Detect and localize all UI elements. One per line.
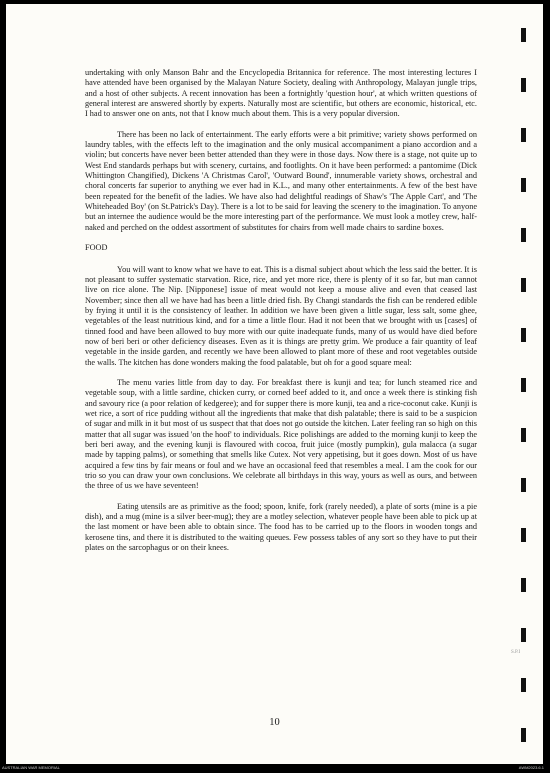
binding-hole-mark (521, 78, 526, 92)
binding-hole-mark (521, 278, 526, 292)
section-heading-food: FOOD (85, 243, 108, 253)
binding-hole-mark (521, 178, 526, 192)
binding-hole-mark (521, 528, 526, 542)
paragraph-entertainment: There has been no lack of entertainment. The early efforts were a bit primitive; variety shows performed on laundry tables, with the effects left to the imagination and the only musical accompaniment a piano accordion and a violin; but concerts have never been better attended than they were in those days. Now there is a stage, not quite up to West End standards perhaps but with scenery, curtains, and footlights. On it have been performed: a pantomime (Dick Whittington Changified), Dickens 'A Christmas Carol', 'Outward Bound', innumerable variety shows, orchestral and choral concerts far superior to anything we ever had in K.L., and many other entertainments. A few of the best have been repeated for the benefit of the ladies. We have also had delightful readings of Shaw's 'The Apple Cart', and 'The Whiteheaded Boy' (on St.Patrick's Day). There is a lot to be said for leaving the scenery to the imagination. To anyone but an internee the audience would be the more interesting part of the performance. We must look a motley crew, half-naked and perched on the oddest assortment of substitutes for chairs from well made chairs to sardine boxes. (85, 129, 477, 232)
document-page (6, 4, 543, 764)
paragraph-utensils: Eating utensils are as primitive as the food; spoon, knife, fork (rarely needed), a plate of sorts (mine is a pie dish), and a mug (mine is a silver beer-mug); they are a motley selection, whatever people have been able to pick up at the last moment or have been able to obtain since. The food has to be carried up to the floors in wooden tongs and kerosene tins, and there it is distributed to the waiting queues. Few possess tables of any sort so they have to put their plates on the sarcophagus or on their knees. (85, 501, 477, 553)
binding-hole-mark (521, 578, 526, 592)
page-number: 10 (269, 717, 280, 728)
binding-hole-mark (521, 328, 526, 342)
archive-footer-right: AWM2023.6.1 (518, 765, 544, 770)
binding-hole-mark (521, 378, 526, 392)
binding-hole-mark (521, 428, 526, 442)
binding-hole-mark (521, 228, 526, 242)
binding-hole-mark (521, 678, 526, 692)
binding-hole-mark (521, 128, 526, 142)
margin-pencil-note: S.P.I (511, 650, 521, 655)
body-text (85, 68, 477, 563)
binding-hole-mark (521, 628, 526, 642)
paragraph-lectures: undertaking with only Manson Bahr and the Encyclopedia Britannica for reference. The most interesting lectures I have attended have been organised by the Malayan Nature Society, dealing with Anthropology, Malayan jungle trips, and a host of other subjects. A recent innovation has been a fortnightly 'question hour', at which written questions of general interest are answered shortly by experts. Naturally most are scientific, but others are economic, historical, etc. I had to answer one on ants, not that I know much about them. This is a very popular diversion. (85, 68, 477, 119)
paragraph-menu: The menu varies little from day to day. For breakfast there is kunji and tea; for lunch steamed rice and vegetable soup, with a little sardine, chicken curry, or corned beef added to it, and once a week there is stinking fish and savoury rice (a poor relation of kedgeree); and for supper there is more kunji, tea and a rice-coconut cake. Kunji is wet rice, a sort of rice pudding without all the ingredients that make that dish palatable; there is said to be a suspicion of sugar and milk in it but most of us suspect that that does not go outside the kitchen. Later feeling ran so high on this matter that all sugar was issued 'on the hoof' to individuals. Rice polishings are added to the morning kunji to keep the beri beri away, and the evening kunji is flavoured with cocoa, fruit juice (mostly pumpkin), gula malacca (a sugar made by tapping palms), or something that smells like Cutex. Not very appetising, but it goes down. Most of us have acquired a few tins by fair means or foul and we have an occasional feed that resembles a meal. I am the cook for our trio so you can draw your own conclusions. We celebrate all birthdays in this way, yours as well as ours, and between the three of us we have seventeen! (85, 377, 477, 491)
paragraph-food: You will want to know what we have to eat. This is a dismal subject about which the less said the better. It is not pleasant to suffer systematic starvation. Rice, rice, and yet more rice, there is plenty of it so far, but man cannot live on rice alone. The Nip. [Nipponese] issue of meat would not keep a mouse alive and even that ceased last November; since then all we have had has been a little dried fish. By Changi standards the fish can be rendered edible by frying it until it is the consistency of leather. In addition we have been given a little sugar, less salt, some ghee, vegetables of the least nutritious kind, and for a time a little flour. Had it not been that we brought with us [cases] of tinned food and have been allowed to buy more with our quite inadequate funds, many of us would have died before now of beri beri or other deficiency diseases. Even as it is things are pretty grim. We produce a fair quantity of leaf vegetable in the inside garden, and recently we have been allowed to plant more of these and root vegetables outside the walls. The kitchen has done wonders making the food palatable, but oh for a good square meal: (85, 264, 477, 367)
binding-hole-mark (521, 728, 526, 742)
binding-hole-mark (521, 478, 526, 492)
archive-footer-left: AUSTRALIAN WAR MEMORIAL (2, 765, 60, 770)
binding-hole-mark (521, 28, 526, 42)
